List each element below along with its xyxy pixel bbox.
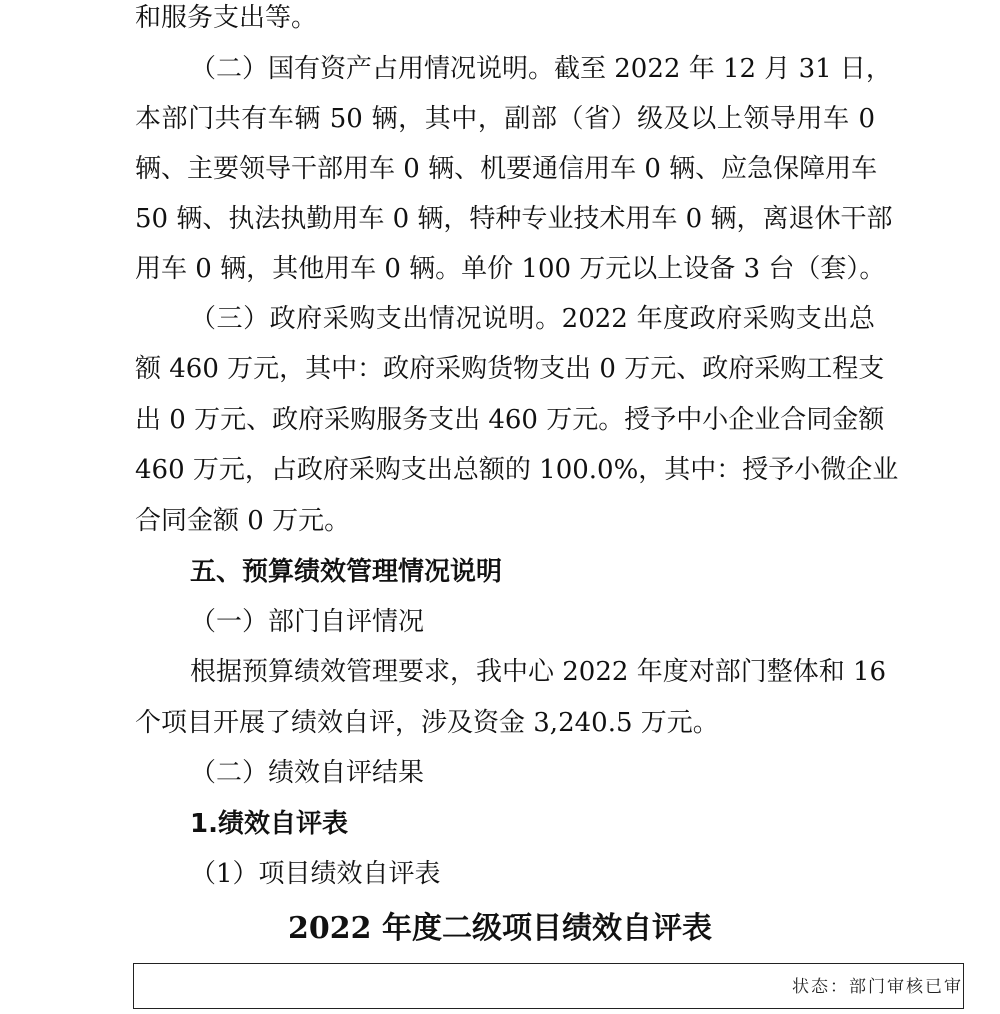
paragraph-line: 和服务支出等。 — [135, 3, 318, 33]
paragraph-line: 个项目开展了绩效自评，涉及资金 3,240.5 万元。 — [135, 708, 719, 738]
table-subheading: （1）项目绩效自评表 — [190, 859, 441, 889]
paragraph-line: 本部门共有车辆 50 辆，其中，副部（省）级及以上领导用车 0 — [135, 104, 875, 134]
paragraph-line: 合同金额 0 万元。 — [135, 506, 351, 536]
paragraph-line: 用车 0 辆，其他用车 0 辆。单价 100 万元以上设备 3 台（套）。 — [135, 254, 886, 284]
paragraph-line: 额 460 万元，其中：政府采购货物支出 0 万元、政府采购工程支 — [135, 354, 885, 384]
subsection-heading: （二）绩效自评结果 — [190, 758, 425, 788]
paragraph-line: 出 0 万元、政府采购服务支出 460 万元。授予中小企业合同金额 — [135, 405, 885, 435]
paragraph-line: （三）政府采购支出情况说明。2022 年度政府采购支出总 — [190, 304, 875, 334]
table-status-row — [133, 963, 964, 1009]
paragraph-line: 460 万元，占政府采购支出总额的 100.0%，其中：授予小微企业 — [135, 455, 899, 485]
status-label: 状态：部门审核已审 — [792, 977, 963, 997]
subsection-heading: （一）部门自评情况 — [190, 607, 425, 637]
table-section-heading: 1.绩效自评表 — [190, 809, 348, 839]
table-title: 2022 年度二级项目绩效自评表 — [288, 911, 712, 946]
paragraph-line: （二）国有资产占用情况说明。截至 2022 年 12 月 31 日， — [190, 54, 892, 84]
paragraph-line: 50 辆、执法执勤用车 0 辆，特种专业技术用车 0 辆，离退休干部 — [135, 204, 893, 234]
paragraph-line: 辆、主要领导干部用车 0 辆、机要通信用车 0 辆、应急保障用车 — [135, 154, 878, 184]
section-heading: 五、预算绩效管理情况说明 — [190, 557, 503, 587]
paragraph-line: 根据预算绩效管理要求，我中心 2022 年度对部门整体和 16 — [190, 657, 887, 687]
